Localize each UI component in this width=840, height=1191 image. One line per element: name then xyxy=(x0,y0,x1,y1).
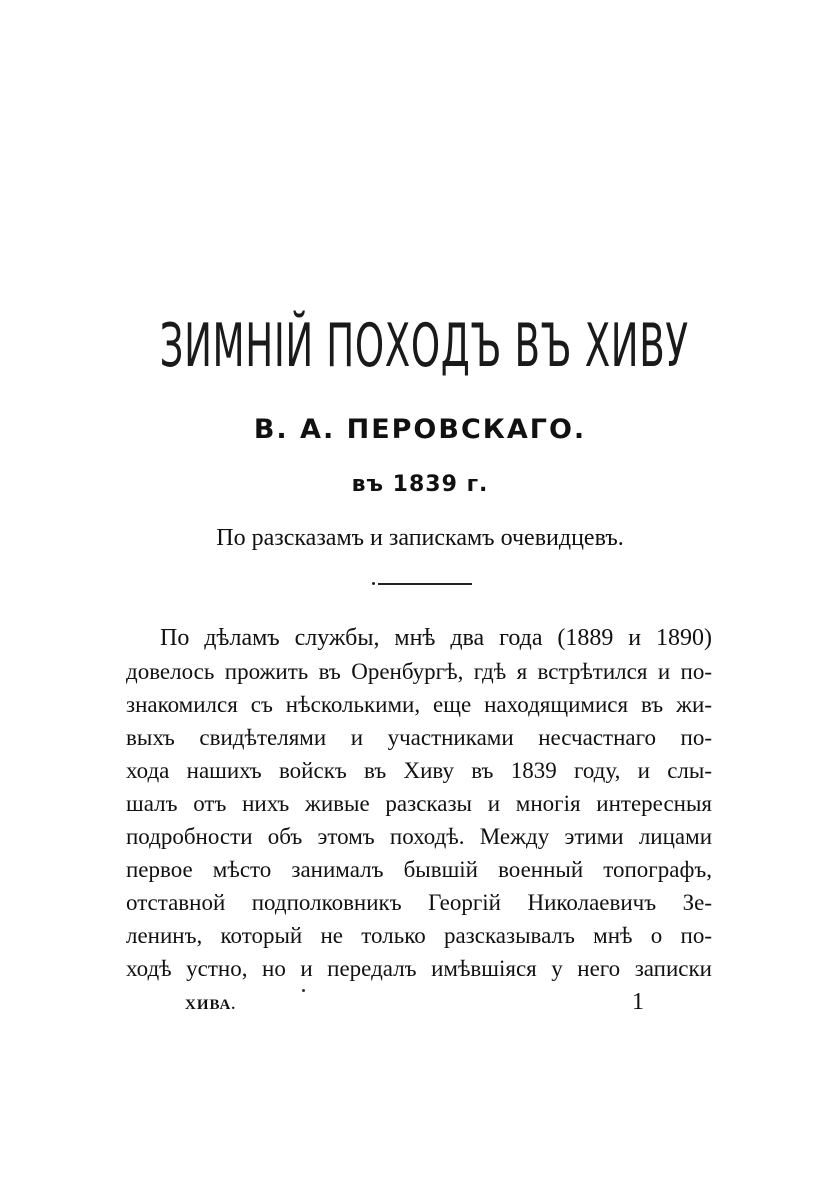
body-line: выхъ свидѣтелями и участниками несчастнаго по- xyxy=(126,725,712,750)
footer-dot xyxy=(302,989,305,992)
body-line: хода нашихъ войскъ въ Хиву въ 1839 году, и слы- xyxy=(126,758,712,783)
author-heading: В. А. ПЕРОВСКАГО. xyxy=(253,414,587,445)
subtitle: По разсказамъ и запискамъ очевидцевъ. xyxy=(216,525,624,551)
body-line: По дѣламъ службы, мнѣ два года (1889 и 1890) xyxy=(160,625,712,651)
body-line: подробности объ этомъ походѣ. Между этими лицами xyxy=(126,824,712,849)
page-title: ЗИМНІЙ ПОХОДЪ ВЪ ХИВУ xyxy=(159,311,689,381)
year-heading: въ 1839 г. xyxy=(351,472,489,497)
divider-dot xyxy=(372,582,375,585)
body-line: знакомился съ нѣсколькими, еще находящимися въ жи- xyxy=(126,692,712,717)
body-line: довелось прожить въ Оренбургѣ, гдѣ я встрѣтился и по- xyxy=(126,659,712,684)
body-line: ходѣ устно, но и передалъ имѣвшіяся у него записки xyxy=(126,956,712,981)
body-line: отставной подполковникъ Георгій Николаевичъ Зе- xyxy=(126,890,712,915)
body-line: первое мѣсто занималъ бывшій военный топографъ, xyxy=(126,857,712,882)
divider xyxy=(378,583,472,585)
body-line: ленинъ, который не только разсказывалъ мнѣ о по- xyxy=(126,923,712,948)
body-line: шалъ отъ нихъ живые разсказы и многія интересныя xyxy=(126,791,712,816)
page-number: 1 xyxy=(632,989,644,1015)
body-paragraph xyxy=(126,622,712,985)
signature-mark: ХИВА. xyxy=(185,997,237,1013)
